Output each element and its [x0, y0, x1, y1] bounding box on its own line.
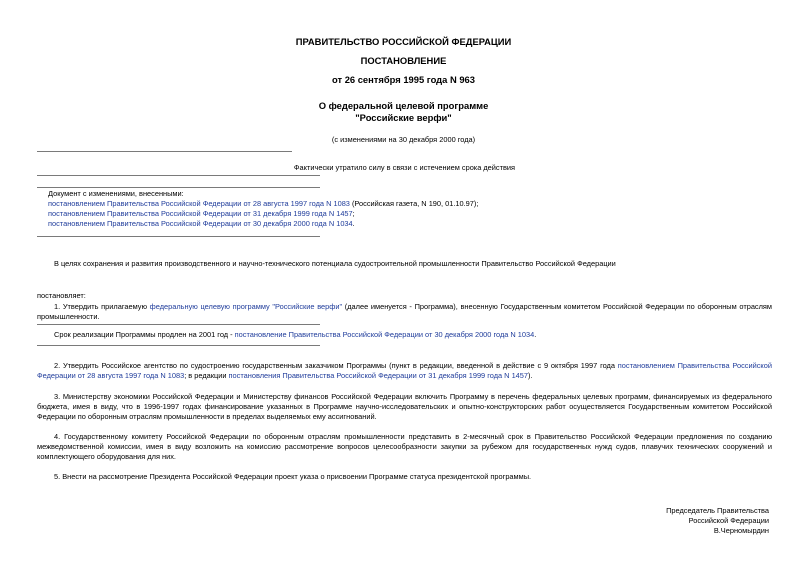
- signature-position: Председатель Правительства: [666, 506, 769, 515]
- paragraph-5: 5. Внести на рассмотрение Президента Российской Федерации проект указа о присвоении Программе статуса президентской программы.: [54, 472, 532, 481]
- p2-text-a: 2. Утвердить Российское агентство по судостроению государственным заказчиком Программы (пункт в редакции, введенной в действие с 9 октября 1997 года: [54, 361, 618, 370]
- p1-text-b: (далее именуется - Программа), внесенную Государственным комитетом Российской Федерации по оборонным отраслям промышленности.: [37, 302, 773, 321]
- date-number: от 26 сентября 1995 года N 963: [332, 74, 475, 85]
- divider: [37, 345, 320, 346]
- divider: [37, 236, 320, 237]
- p1-note-a: Срок реализации Программы продлен на 2001 год -: [54, 330, 235, 339]
- signature-block: [666, 506, 769, 536]
- change-item: [48, 199, 748, 209]
- signature-country: Российской Федерации: [688, 516, 769, 525]
- divider: [37, 151, 292, 152]
- p1-text-a: 1. Утвердить прилагаемую: [54, 302, 150, 311]
- paragraph-4: 4. Государственному комитету Российской Федерации по оборонным отраслям промышленности представить в 2-месячный срок в Правительство Российской Федерации предложения по созданию межведомственной комиссии, имея в виду возложить на комиссию рассмотрение вопросов целесообразности закупки за рубежом для государственных нужд судов, плавучих технических сооружений и комплектующего оборудования для них.: [37, 432, 772, 461]
- change-link-2[interactable]: постановлением Правительства Российской Федерации от 31 декабря 1999 года N 1457: [48, 209, 353, 218]
- government-heading: ПРАВИТЕЛЬСТВО РОССИЙСКОЙ ФЕДЕРАЦИИ: [295, 36, 512, 47]
- p2-text-c: ).: [528, 371, 533, 380]
- amended-note: (с изменениями на 30 декабря 2000 года): [331, 135, 476, 144]
- paragraph-1: [37, 302, 772, 322]
- p2-link-1[interactable]: постановлением Правительства Российской Федерации от 28 августа 1997 года N 1083: [37, 361, 772, 380]
- signature-name: В.Черномырдин: [713, 526, 769, 535]
- change-link-1[interactable]: постановлением Правительства Российской Федерации от 28 августа 1997 года N 1083: [48, 199, 350, 208]
- paragraph-1-note: [37, 330, 772, 340]
- document-type: ПОСТАНОВЛЕНИЕ: [360, 55, 447, 66]
- paragraph-2: [37, 361, 772, 381]
- change-tail: .: [352, 219, 355, 228]
- change-tail: (Российская газета, N 190, 01.10.97);: [349, 199, 479, 208]
- changes-intro: Документ с изменениями, внесенными:: [48, 189, 184, 198]
- document-title: [0, 100, 807, 124]
- changes-block: [48, 189, 748, 229]
- divider: [37, 175, 320, 176]
- p2-text-b: ; в редакции: [184, 371, 229, 380]
- change-item: [48, 209, 748, 219]
- p2-link-2[interactable]: постановления Правительства Российской Федерации от 31 декабря 1999 года N 1457: [228, 371, 529, 380]
- divider: [37, 187, 320, 188]
- change-tail: ;: [352, 209, 355, 218]
- p1-note-b: .: [534, 330, 537, 339]
- resolves-word: постановляет:: [37, 291, 86, 300]
- change-item: [48, 219, 748, 229]
- extension-link[interactable]: постановление Правительства Российской Федерации от 30 декабря 2000 года N 1034: [234, 330, 535, 339]
- divider: [37, 324, 320, 325]
- program-link[interactable]: федеральную целевую программу "Российские верфи": [149, 302, 343, 311]
- preamble: В целях сохранения и развития производственного и научно-технического потенциала судостроительной промышленности Правительство Российской Федерации: [54, 259, 616, 268]
- paragraph-3: 3. Министерству экономики Российской Федерации и Министерству финансов Российской Федерации включить Программу в перечень федеральных целевых программ, финансируемых из федерального бюджета, имея в виду, что в 1996-1997 годах финансирование указанных в Программе научно-исследовательских и опытно-конструкторских работ осуществляется Государственным комитетом Российской Федерации по оборонным отраслям промышленности в пределах выделяемых ему ассигнований.: [37, 392, 772, 421]
- change-link-3[interactable]: постановлением Правительства Российской Федерации от 30 декабря 2000 года N 1034: [48, 219, 353, 228]
- status-note: Фактически утратило силу в связи с истечением срока действия: [293, 163, 516, 172]
- title-line-1: О федеральной целевой программе: [318, 100, 489, 111]
- title-line-2: "Российские верфи": [355, 112, 452, 123]
